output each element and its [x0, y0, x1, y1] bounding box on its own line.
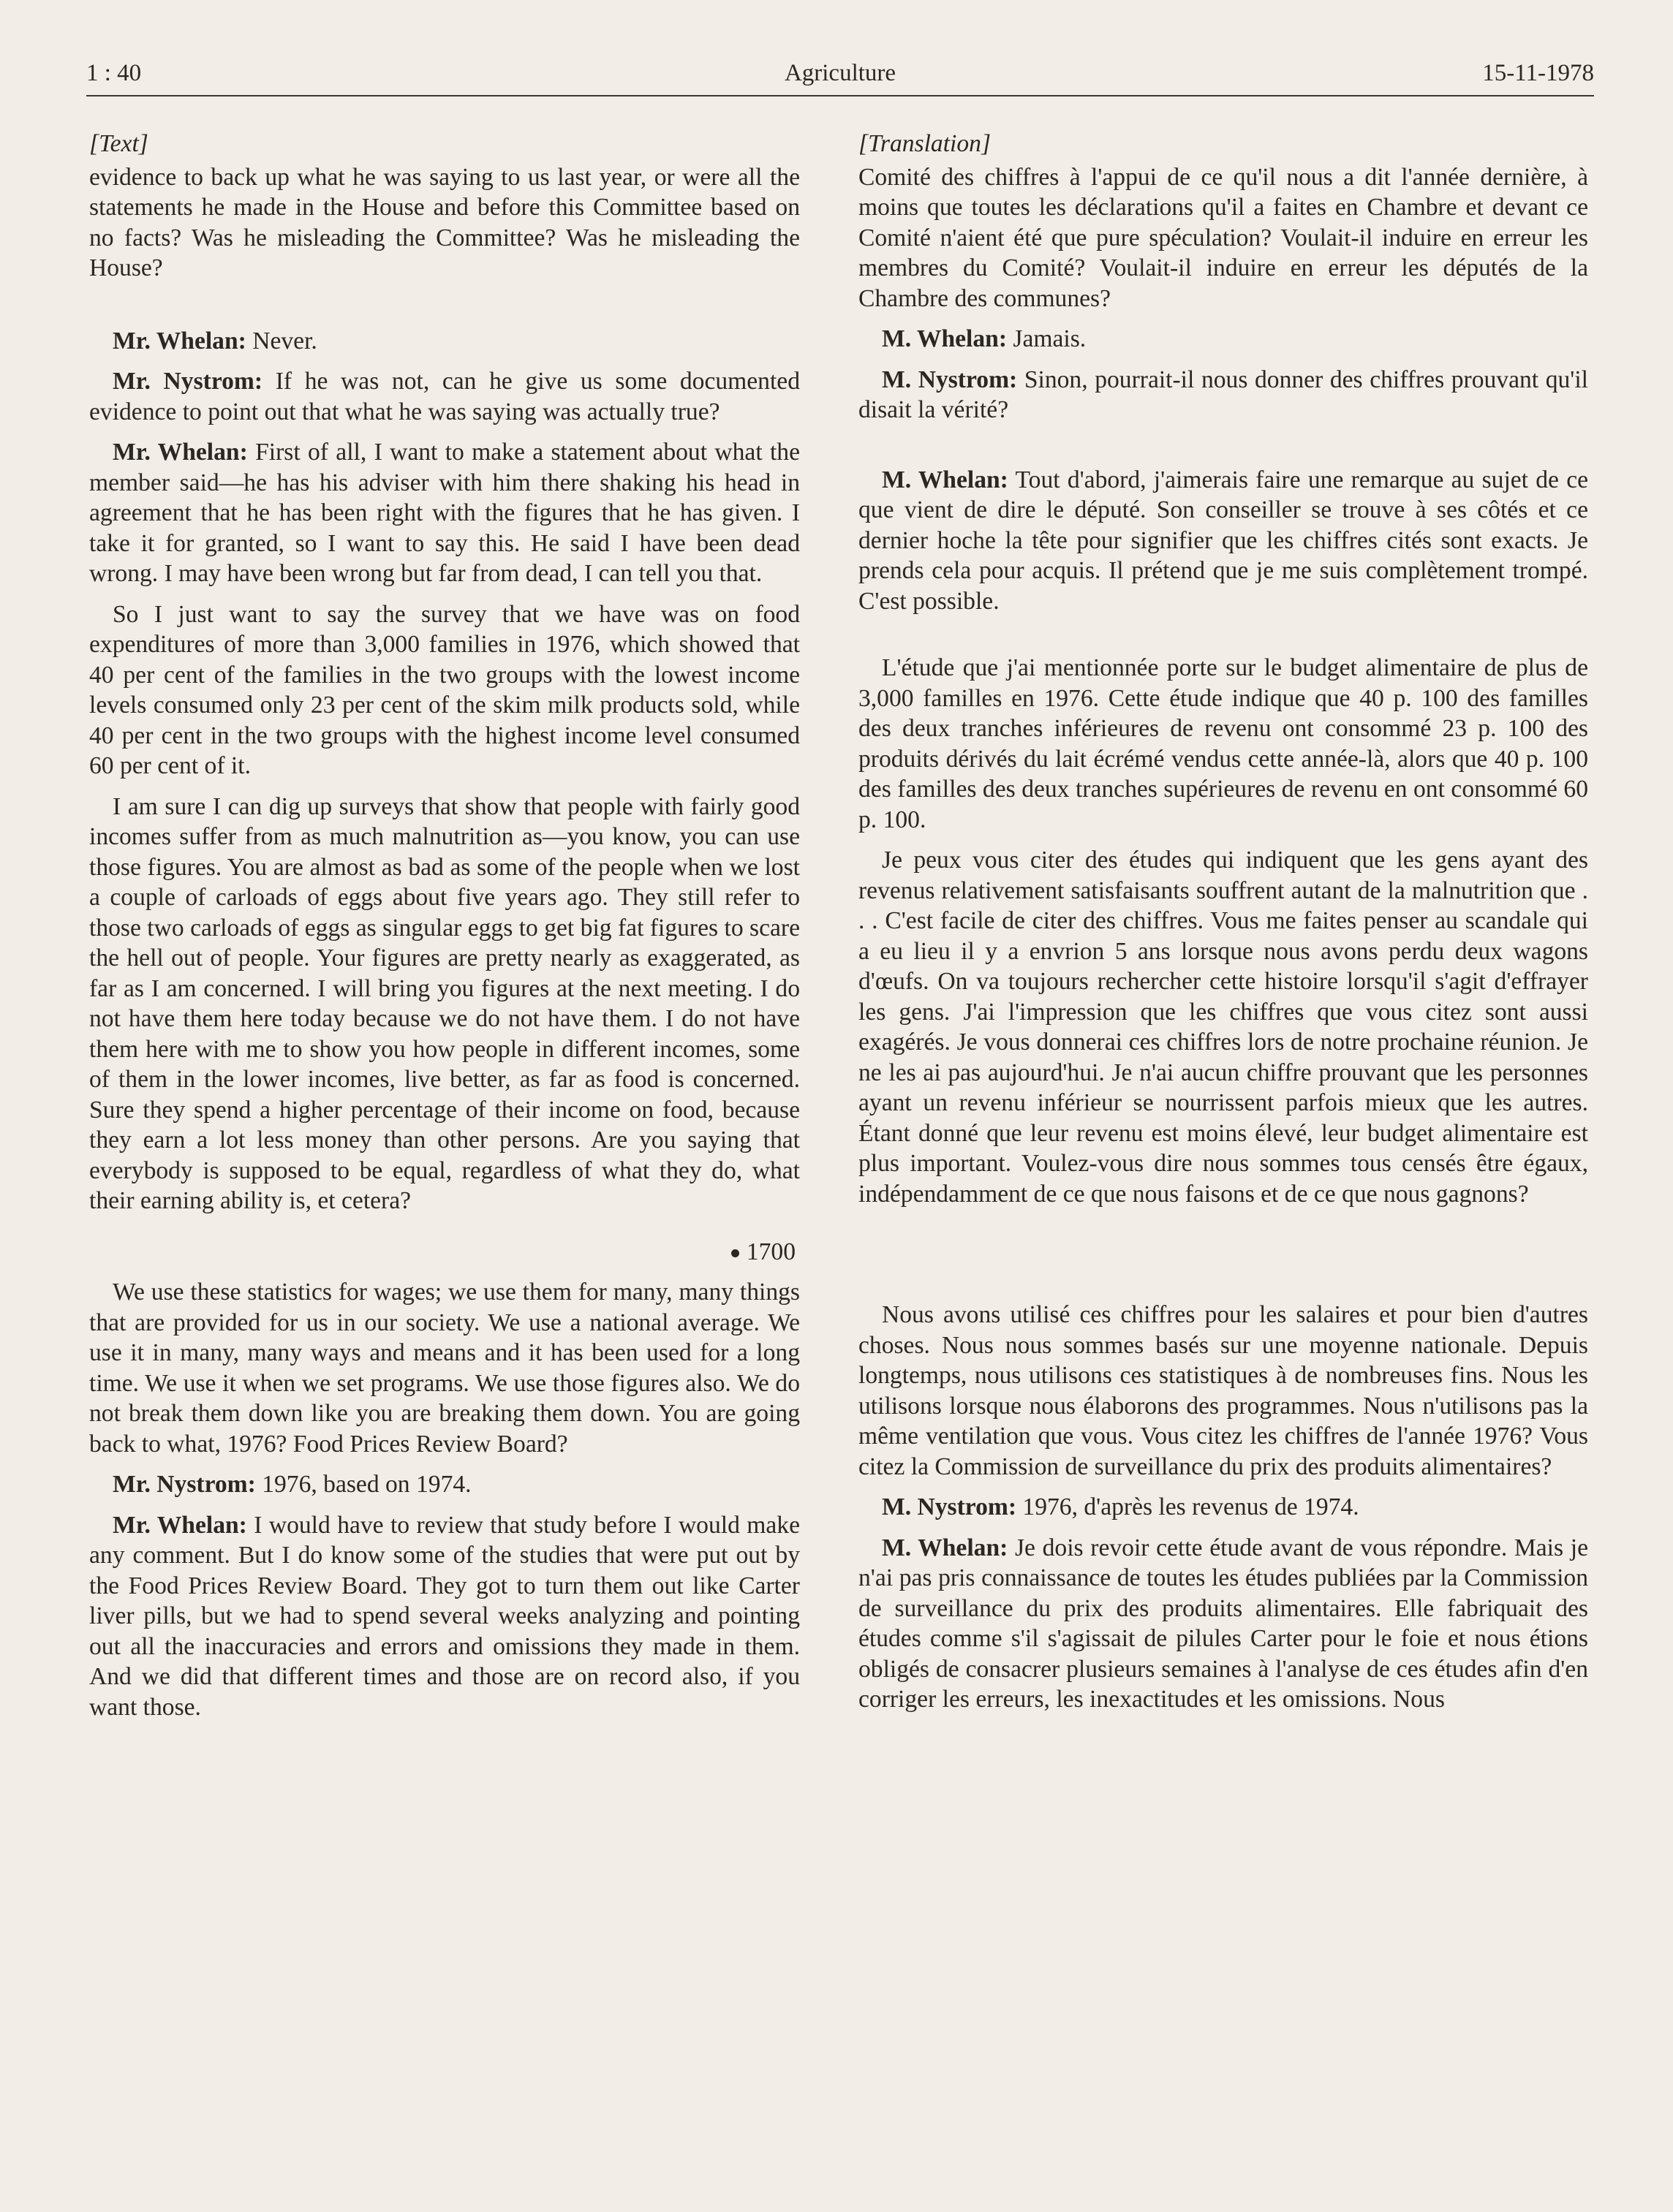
- speech-text: I would have to review that study before I would make any comment. But I do know some of the studies that were put out by the Food Prices Review Board. They got to turn them out like Carter liver pills, but we had to spend several weeks analyzing and pointing out all the inaccuracies and errors and omissions they made in them. And we did that different times and those are on record also, if you want those.: [89, 1511, 801, 1721]
- page-number: 1 : 40: [86, 60, 142, 86]
- speaker-name: M. Whelan:: [882, 466, 1008, 493]
- paragraph: [858, 365, 1588, 425]
- paragraph: L'étude que j'ai mentionnée porte sur le budget alimentaire de plus de 3,000 familles en 1976. Cette étude indique que 40 p. 100 des familles des deux tranches inférieures de revenu ont consommé 23 p. 100 des produits dérivés du lait écrémé vendus cette année-là, alors que 40 p. 100 des familles des deux tranches supérieures de revenu en ont consommé 60 p. 100.: [858, 654, 1588, 833]
- speaker-name: M. Whelan:: [882, 1534, 1008, 1561]
- english-column: [89, 129, 800, 1732]
- page-title: Agriculture: [784, 60, 896, 86]
- section-label-translation: [Translation]: [858, 130, 992, 157]
- bullet-icon: [731, 1249, 739, 1257]
- paragraph: Comité des chiffres à l'appui de ce qu'il nous a dit l'année dernière, à moins que toutes les déclarations qu'il a faites en Chambre et devant ce Comité n'aient été que pure spéculation? Voulait-il induire en erreur les membres du Comité? Voulait-il induire en erreur les députés de la Chambre des communes?: [858, 163, 1588, 312]
- section-label-text: [Text]: [89, 130, 148, 157]
- speaker-name: Mr. Nystrom:: [113, 368, 263, 395]
- speech-text: Je dois revoir cette étude avant de vous répondre. Mais je n'ai pas pris connaissance de toutes les études publiées par la Commission de surveillance du prix des produits alimentaires. Elle fabriquait des études comme s'il s'agissait de pilules Carter pour le foie et nous étions obligés de consacrer plusieurs semaines à l'analyse de ces études afin d'en corriger les erreurs, les inexactitudes et les omissions. Nous: [858, 1534, 1588, 1713]
- page-header: [86, 57, 1594, 96]
- speech-text: Never.: [246, 327, 317, 355]
- paragraph: So I just want to say the survey that we have was on food expenditures of more than 3,000 families in 1976, which showed that 40 per cent of the families in the two groups with the lowest income levels consumed only 23 per cent of the skim milk products sold, while 40 per cent in the two groups with the highest income level consumed 60 per cent of it.: [89, 600, 800, 779]
- speech-text: 1976, based on 1974.: [255, 1471, 472, 1498]
- paragraph: Je peux vous citer des études qui indiquent que les gens ayant des revenus relativement satisfaisants souffrent autant de la malnutrition que . . . C'est facile de citer des chiffres. Vous me faites penser au scandale qui a eu lieu il y a envrion 5 ans lorsque nous avons perdu deux wagons d'œufs. On va toujours rechercher cette histoire lorsqu'il s'agit d'effrayer les gens. J'ai l'impression que les chiffres que vous citez sont aussi exagérés. Je vous donnerai ces chiffres lors de notre prochaine réunion. Je ne les ai pas aujourd'hui. Je n'ai aucun chiffre prouvant que les personnes ayant un revenu inférieur se nourrissent parfois mieux que les autres. Étant donné que leur revenu est moins élevé, leur budget alimentaire est plus important. Voulez-vous dire nous sommes tous censés être égaux, indépendamment de ce que nous faisons et de ce que nous gagnons?: [858, 846, 1588, 1208]
- speaker-name: M. Nystrom:: [882, 1493, 1017, 1520]
- speech-text: If he was not, can he give us some documented evidence to point out that what he was saying was actually true?: [89, 368, 800, 425]
- paragraph: [858, 1492, 1588, 1523]
- spacer: [858, 626, 1588, 653]
- paragraph: [89, 366, 800, 427]
- paragraph: [858, 324, 1588, 355]
- paragraph: [89, 326, 800, 357]
- speaker-name: Mr. Whelan:: [113, 327, 246, 355]
- speaker-name: Mr. Nystrom:: [113, 1471, 256, 1498]
- speech-text: Tout d'abord, j'aimerais faire une remarque au sujet de ce que vient de dire le député. Son conseiller se trouve à ses côtés et ce dernier hoche la tête pour signifier que les chiffres cités sont exacts. Je prends cela pour acquis. Il prétend que je me suis complètement trompé. C'est possible.: [858, 466, 1589, 615]
- speaker-name: M. Nystrom:: [882, 365, 1018, 393]
- paragraph: [858, 465, 1588, 617]
- speaker-name: Mr. Whelan:: [113, 1511, 247, 1539]
- paragraph: [858, 1533, 1588, 1715]
- paragraph: [89, 1510, 800, 1723]
- spacer: [858, 436, 1588, 465]
- speech-text: First of all, I want to make a statement about what the member said—he has his adviser with him there shaking his head in agreement that he has been right with the figures that he has given. I take it for granted, so I want to say this. He said I have been dead wrong. I may have been wrong but far from dead, I can tell you that.: [89, 439, 800, 587]
- french-column: [858, 129, 1588, 1725]
- spacer: [858, 1219, 1588, 1300]
- paragraph: evidence to back up what he was saying to us last year, or were all the statements he made in the House and before this Committee based on no facts? Was he misleading the Committee? Was he misleading the House?: [89, 163, 800, 281]
- paragraph: I am sure I can dig up surveys that show that people with fairly good incomes suffer from as much malnutrition as—you know, you can use those figures. You are almost as bad as some of the people when we lost a couple of carloads of eggs about five years ago. They still refer to those two carloads of eggs as singular eggs to get big fat figures to scare the hell out of people. Your figures are pretty nearly as exaggerated, as far as I am concerned. I will bring you figures at the next meeting. I do not have them here today because we do not have them. I do not have them here with me to show you how people in different incomes, some of them in the lower incomes, live better, as far as food is concerned. Sure they spend a higher percentage of their income on food, because they earn a lot less money than other persons. Are you saying that everybody is supposed to be equal, regardless of what they do, what their earning ability is, et cetera?: [89, 792, 800, 1214]
- paragraph: Nous avons utilisé ces chiffres pour les salaires et pour bien d'autres choses. Nous nous sommes basés sur une moyenne nationale. Depuis longtemps, nous utilisons ces statistiques à de nombreuses fins. Nous les utilisons lorsque nous élaborons des programmes. Nous n'utilisons pas la même ventilation que vous. Vous citez les chiffres de l'année 1976? Vous citez la Commission de surveillance du prix des produits alimentaires?: [858, 1301, 1588, 1480]
- time-marker: [89, 1237, 796, 1268]
- paragraph: [89, 437, 800, 589]
- speaker-name: Mr. Whelan:: [113, 439, 248, 466]
- speaker-name: M. Whelan:: [882, 325, 1008, 352]
- spacer: [89, 294, 800, 326]
- paragraph: [89, 1469, 800, 1500]
- time-marker-value: 1700: [746, 1238, 796, 1265]
- speech-text: 1976, d'après les revenus de 1974.: [1016, 1493, 1359, 1520]
- speech-text: Jamais.: [1007, 325, 1087, 352]
- paragraph: We use these statistics for wages; we use them for many, many things that are provided for us in our society. We use a national average. We use it in many, many ways and means and it has been used for a long time. We use it when we set programs. We use those figures also. We do not break them down like you are breaking them down. You are going back to what, 1976? Food Prices Review Board?: [89, 1279, 800, 1458]
- speech-text: Sinon, pourrait-il nous donner des chiffres prouvant qu'il disait la vérité?: [858, 365, 1588, 423]
- page-date: 15-11-1978: [1482, 60, 1594, 86]
